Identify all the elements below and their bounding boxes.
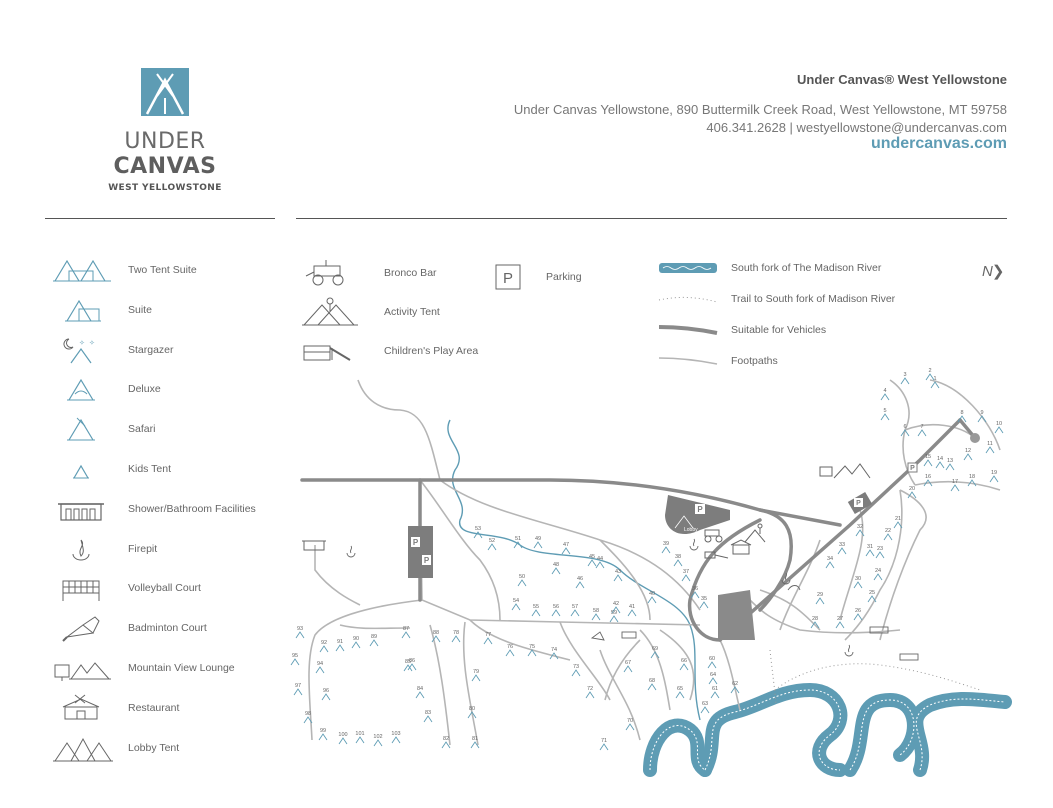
tent-site-96[interactable] xyxy=(322,688,330,700)
tent-site-92[interactable] xyxy=(320,640,328,652)
tent-site-15[interactable] xyxy=(924,454,932,466)
tent-site-70[interactable] xyxy=(626,718,634,730)
tent-site-number: 39 xyxy=(662,541,670,547)
tent-site-16[interactable] xyxy=(924,474,932,486)
svg-text:P: P xyxy=(412,538,419,547)
tent-site-number: 19 xyxy=(990,470,998,476)
tent-site-number: 68 xyxy=(648,678,656,684)
tent-site-84[interactable] xyxy=(416,686,424,698)
tent-site-number: 26 xyxy=(854,608,862,614)
tent-site-number: 20 xyxy=(908,486,916,492)
tent-site-number: 31 xyxy=(866,544,874,550)
tent-site-63[interactable] xyxy=(701,701,709,713)
tent-site-number: 50 xyxy=(518,574,526,580)
tent-site-number: 90 xyxy=(352,636,360,642)
legend-label: Two Tent Suite xyxy=(128,264,197,276)
tent-site-number: 40 xyxy=(648,591,656,597)
tent-site-number: 51 xyxy=(514,536,522,542)
tent-site-number: 27 xyxy=(836,616,844,622)
tent-site-number: 17 xyxy=(951,479,959,485)
tent-site-number: 98 xyxy=(304,711,312,717)
tent-site-number: 102 xyxy=(373,734,383,740)
tent-site-number: 32 xyxy=(856,524,864,530)
tent-site-37[interactable] xyxy=(682,569,690,581)
tent-site-number: 77 xyxy=(484,632,492,638)
tent-site-number: 8 xyxy=(960,410,964,416)
tent-site-number: 35 xyxy=(700,596,708,602)
tent-site-12[interactable] xyxy=(964,448,972,460)
tent-site-47[interactable] xyxy=(562,542,570,554)
tent-site-number: 29 xyxy=(816,592,824,598)
tent-site-number: 10 xyxy=(995,421,1003,427)
tent-site-71[interactable] xyxy=(600,738,608,750)
legend-label: Kids Tent xyxy=(128,463,171,475)
tent-site-100[interactable] xyxy=(338,732,347,744)
tent-site-number: 41 xyxy=(628,604,636,610)
tent-site-number: 5 xyxy=(883,408,887,414)
legend-label: Shower/Bathroom Facilities xyxy=(128,502,256,515)
legend-label: South fork of The Madison River xyxy=(731,262,882,274)
tent-site-number: 71 xyxy=(600,738,608,744)
legend-label: Bronco Bar xyxy=(384,267,437,279)
tent-site-number: 99 xyxy=(319,728,327,734)
tent-site-number: 22 xyxy=(884,528,892,534)
tent-site-76[interactable] xyxy=(506,644,514,656)
tent-site-45[interactable] xyxy=(588,554,596,566)
tent-site-83[interactable] xyxy=(424,710,432,722)
legend-label: Parking xyxy=(546,271,582,283)
contact-title: Under Canvas® West Yellowstone xyxy=(797,72,1007,87)
tent-site-number: 9 xyxy=(980,410,984,416)
contact-address: Under Canvas Yellowstone, 890 Buttermilk Creek Road, West Yellowstone, MT 59758 xyxy=(513,102,1007,117)
svg-text:P: P xyxy=(423,556,430,565)
tent-site-number: 21 xyxy=(894,516,902,522)
north-arrow-icon: N❯ xyxy=(982,263,1005,280)
tent-site-72[interactable] xyxy=(586,686,594,698)
tent-site-number: 64 xyxy=(709,672,717,678)
lounge-marker xyxy=(820,464,870,478)
legend-label: Volleyball Court xyxy=(128,582,201,595)
tent-site-number: 45 xyxy=(588,554,596,560)
parking-east[interactable] xyxy=(848,492,872,514)
shower-marker-west xyxy=(302,541,326,550)
legend-label: Safari xyxy=(128,423,156,436)
legend-label: Suitable for Vehicles xyxy=(731,324,827,336)
tent-site-14[interactable] xyxy=(936,456,944,468)
tent-site-41[interactable] xyxy=(628,604,636,616)
tent-site-number: 36 xyxy=(691,586,699,592)
tent-site-number: 4 xyxy=(883,388,887,394)
tent-site-number: 67 xyxy=(624,660,632,666)
legend-label: Mountain View Lounge xyxy=(128,662,235,674)
tent-site-11[interactable] xyxy=(986,441,994,453)
tent-site-number: 103 xyxy=(391,731,401,737)
tent-site-66[interactable] xyxy=(680,658,688,670)
tent-site-number: 25 xyxy=(868,590,876,596)
tent-site-number: 3 xyxy=(903,372,907,378)
tent-site-50[interactable] xyxy=(518,574,526,586)
tent-site-number: 86 xyxy=(408,658,416,664)
tent-site-number: 65 xyxy=(676,686,684,692)
tent-site-69[interactable] xyxy=(651,646,659,658)
tent-site-57[interactable] xyxy=(571,604,579,616)
tent-site-number: 55 xyxy=(532,604,540,610)
tent-site-90[interactable] xyxy=(352,636,360,648)
tent-site-number: 56 xyxy=(552,604,560,610)
tent-site-number: 15 xyxy=(924,454,932,460)
tent-site-number: 1 xyxy=(933,376,937,382)
tent-site-38[interactable] xyxy=(674,554,682,566)
tent-site-number: 54 xyxy=(512,598,520,604)
tent-site-13[interactable] xyxy=(946,458,954,470)
tent-site-number: 85 xyxy=(404,659,412,665)
tent-site-number: 37 xyxy=(682,569,690,575)
tent-site-27[interactable] xyxy=(836,616,844,628)
tent-site-number: 46 xyxy=(576,576,584,582)
legend-label: Restaurant xyxy=(128,701,180,714)
tent-site-56[interactable] xyxy=(552,604,560,616)
tent-site-number: 12 xyxy=(964,448,972,454)
tent-site-18[interactable] xyxy=(968,474,976,486)
tent-site-9[interactable] xyxy=(978,410,986,422)
tent-site-22[interactable] xyxy=(884,528,892,540)
tent-site-number: 100 xyxy=(338,732,348,738)
turnaround-circle xyxy=(970,433,980,443)
tent-site-number: 97 xyxy=(294,683,302,689)
tent-site-61[interactable] xyxy=(711,686,719,698)
tent-site-number: 57 xyxy=(571,604,579,610)
tent-site-39[interactable] xyxy=(662,541,670,553)
tent-site-95[interactable] xyxy=(291,653,299,665)
tent-site-59[interactable] xyxy=(610,610,618,622)
tent-site-43[interactable] xyxy=(614,569,622,581)
parking-north[interactable] xyxy=(908,463,917,472)
tent-site-number: 24 xyxy=(874,568,882,574)
svg-text:Lobby: Lobby xyxy=(684,527,698,533)
tent-site-24[interactable] xyxy=(874,568,882,580)
tent-site-44[interactable] xyxy=(596,556,604,568)
tent-site-number: 52 xyxy=(488,538,496,544)
tent-site-number: 95 xyxy=(291,653,299,659)
contact-phone-email: 406.341.2628 | westyellowstone@undercanvas.com xyxy=(706,120,1007,135)
tent-site-33[interactable] xyxy=(838,542,846,554)
tent-site-93[interactable] xyxy=(296,626,304,638)
tent-site-number: 72 xyxy=(586,686,594,692)
tent-site-58[interactable] xyxy=(592,608,600,620)
tent-site-78[interactable] xyxy=(452,630,460,642)
svg-text:P: P xyxy=(910,465,915,472)
tent-site-91[interactable] xyxy=(336,639,344,651)
tent-site-49[interactable] xyxy=(534,536,542,548)
tent-site-64[interactable] xyxy=(709,672,717,684)
legend-label: Footpaths xyxy=(731,355,778,367)
tent-site-102[interactable] xyxy=(373,734,382,746)
tent-site-number: 89 xyxy=(370,634,378,640)
tent-site-99[interactable] xyxy=(319,728,327,740)
tent-site-40[interactable] xyxy=(648,591,656,603)
tent-site-number: 2 xyxy=(928,368,932,374)
tent-site-number: 42 xyxy=(612,601,620,607)
tent-site-number: 93 xyxy=(296,626,304,632)
tent-site-87[interactable] xyxy=(402,626,410,638)
tent-site-4[interactable] xyxy=(881,388,889,400)
tent-site-10[interactable] xyxy=(995,421,1003,433)
tent-site-94[interactable] xyxy=(316,661,324,673)
tent-site-number: 59 xyxy=(610,610,618,616)
tent-site-number: 44 xyxy=(596,556,604,562)
tent-site-number: 96 xyxy=(322,688,330,694)
tent-sites xyxy=(291,368,1003,750)
svg-text:✧: ✧ xyxy=(79,339,85,347)
tent-site-101[interactable] xyxy=(355,731,364,743)
legend-label: Deluxe xyxy=(128,383,161,396)
tent-site-52[interactable] xyxy=(488,538,496,550)
tent-site-number: 75 xyxy=(528,644,536,650)
tent-site-number: 34 xyxy=(826,556,834,562)
tent-site-5[interactable] xyxy=(881,408,889,420)
tent-site-number: 66 xyxy=(680,658,688,664)
tent-site-number: 87 xyxy=(402,626,410,632)
tent-site-3[interactable] xyxy=(901,372,909,384)
website-link[interactable]: undercanvas.com xyxy=(870,135,1007,152)
tent-site-number: 18 xyxy=(968,474,976,480)
tent-site-17[interactable] xyxy=(951,479,959,491)
tent-site-number: 76 xyxy=(506,644,514,650)
tent-site-30[interactable] xyxy=(854,576,862,588)
tent-site-31[interactable] xyxy=(866,544,874,556)
tent-site-number: 16 xyxy=(924,474,932,480)
bronco-bar-marker xyxy=(705,530,722,542)
tent-site-82[interactable] xyxy=(442,736,450,748)
brand-subtitle: WEST YELLOWSTONE xyxy=(108,183,222,193)
tent-site-number: 47 xyxy=(562,542,570,548)
legend-label: Stargazer xyxy=(128,343,174,356)
tent-site-number: 11 xyxy=(987,441,993,447)
tent-site-26[interactable] xyxy=(854,608,862,620)
svg-text:P: P xyxy=(502,270,514,287)
tent-site-number: 63 xyxy=(701,701,709,707)
tent-site-55[interactable] xyxy=(532,604,540,616)
tent-site-number: 92 xyxy=(320,640,328,646)
tent-site-number: 81 xyxy=(471,736,479,742)
tent-site-number: 78 xyxy=(452,630,460,636)
tent-site-number: 88 xyxy=(432,630,440,636)
tent-site-65[interactable] xyxy=(676,686,684,698)
tent-site-25[interactable] xyxy=(868,590,876,602)
tent-site-number: 49 xyxy=(534,536,542,542)
tent-site-34[interactable] xyxy=(826,556,834,568)
tent-site-74[interactable] xyxy=(550,647,558,659)
restaurant-marker xyxy=(731,540,751,554)
tent-site-77[interactable] xyxy=(484,632,492,644)
tent-site-number: 43 xyxy=(614,569,622,575)
tent-site-number: 53 xyxy=(474,526,482,532)
brand-name: UNDER CANVAS xyxy=(113,129,217,179)
tent-site-number: 74 xyxy=(550,647,558,653)
tent-site-number: 7 xyxy=(920,424,924,430)
tent-site-number: 14 xyxy=(936,456,944,462)
tent-site-number: 91 xyxy=(336,639,344,645)
svg-text:P: P xyxy=(697,505,703,514)
tent-site-68[interactable] xyxy=(648,678,656,690)
legend-label: Badminton Court xyxy=(128,622,207,635)
parking-main[interactable] xyxy=(408,526,433,578)
tent-site-79[interactable] xyxy=(472,669,480,681)
tent-site-73[interactable] xyxy=(572,664,580,676)
tent-site-number: 6 xyxy=(903,424,907,430)
tent-site-6[interactable] xyxy=(901,424,909,436)
legend-label: Suite xyxy=(128,303,152,316)
main-road-plaza xyxy=(718,590,755,640)
tent-site-number: 23 xyxy=(876,546,884,552)
vehicle-roads xyxy=(302,420,975,640)
legend-label: Activity Tent xyxy=(384,306,440,318)
tent-site-number: 48 xyxy=(552,562,560,568)
tent-site-97[interactable] xyxy=(294,683,302,695)
tent-site-number: 73 xyxy=(572,664,580,670)
tent-site-number: 38 xyxy=(674,554,682,560)
tent-site-89[interactable] xyxy=(370,634,378,646)
tent-site-number: 84 xyxy=(416,686,424,692)
legend-label: Children's Play Area xyxy=(384,345,479,357)
tent-site-number: 58 xyxy=(592,608,600,614)
tent-site-number: 101 xyxy=(355,731,365,737)
tent-site-46[interactable] xyxy=(576,576,584,588)
tent-site-67[interactable] xyxy=(624,660,632,672)
tent-site-53[interactable] xyxy=(474,526,482,538)
tent-site-number: 30 xyxy=(854,576,862,582)
tent-site-number: 61 xyxy=(711,686,719,692)
tent-site-29[interactable] xyxy=(816,592,824,604)
tent-site-35[interactable] xyxy=(700,596,708,608)
tent-site-number: 79 xyxy=(472,669,480,675)
tent-site-number: 28 xyxy=(811,616,819,622)
tent-site-number: 82 xyxy=(442,736,450,742)
tent-site-103[interactable] xyxy=(391,731,400,743)
tent-site-number: 33 xyxy=(838,542,846,548)
tent-site-60[interactable] xyxy=(708,656,716,668)
legend-label: Trail to South fork of Madison River xyxy=(731,293,896,305)
tent-site-number: 60 xyxy=(708,656,716,662)
tent-site-number: 80 xyxy=(468,706,476,712)
tent-site-number: 94 xyxy=(316,661,324,667)
tent-site-2[interactable] xyxy=(926,368,937,382)
svg-text:P: P xyxy=(856,500,861,507)
svg-text:✧: ✧ xyxy=(89,339,95,347)
tent-site-number: 70 xyxy=(626,718,634,724)
tent-site-number: 62 xyxy=(731,681,739,687)
tent-site-23[interactable] xyxy=(876,546,884,558)
tent-site-19[interactable] xyxy=(990,470,998,482)
tent-site-48[interactable] xyxy=(552,562,560,574)
tent-site-54[interactable] xyxy=(512,598,520,610)
legend-label: Lobby Tent xyxy=(128,741,180,754)
tent-site-number: 83 xyxy=(424,710,432,716)
legend-label: Firepit xyxy=(128,542,158,555)
tent-site-number: 13 xyxy=(946,458,954,464)
tent-site-number: 69 xyxy=(651,646,659,652)
